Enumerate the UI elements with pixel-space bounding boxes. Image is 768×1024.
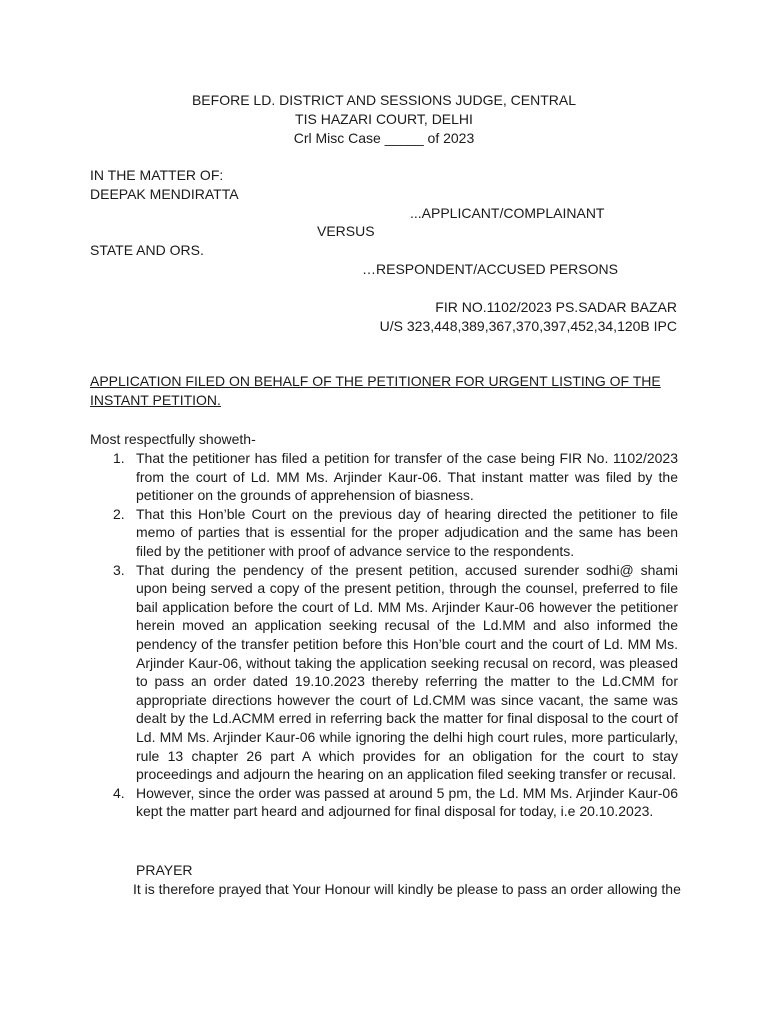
list-item bbox=[90, 784, 678, 821]
point-number: 1. bbox=[113, 450, 125, 466]
point-text: However, since the order was passed at around 5 pm, the Ld. MM Ms. Arjinder Kaur-06 kept the matter part heard and adjourned for final disposal for today, i.e 20.10.2023. bbox=[136, 784, 678, 820]
point-text: That the petitioner has filed a petition for transfer of the case being FIR No. 1102/2023 from the court of Ld. MM Ms. Arjinder Kaur-06. That instant matter was filed by the petitioner on the grounds of apprehension of biasness. bbox=[136, 450, 678, 504]
point-number: 4. bbox=[113, 784, 125, 801]
list-item bbox=[90, 449, 678, 505]
versus-label: VERSUS bbox=[317, 223, 375, 239]
point-text: That during the pendency of the present petition, accused surender sodhi@ shami upon being served a copy of the present petition, through the counsel, preferred to file bail application before the court of Ld. MM Ms. Arjinder Kaur-06 however the petitioner herein moved an application seeking recusal of the Ld.MM and also informed the pendency of the transfer petition before this Hon’ble court and the court of Ld. MM Ms. Arjinder Kaur-06, without taking the application seeking recusal on record, was pleased to pass an order dated 19.10.2023 thereby referring the matter to the Ld.CMM for appropriate directions however the court of Ld.CMM was since vacant, the same was dealt by the Ld.ACMM erred in referring back the matter for final disposal to the court of Ld. MM Ms. Arjinder Kaur-06 while ignoring the delhi high court rules, more particularly, rule 13 chapter 26 part A which provides for an obligation for the court to stay proceedings and adjourn the hearing on an application filed seeking transfer or recusal. bbox=[136, 561, 678, 783]
respondent-name: STATE AND ORS. bbox=[90, 242, 204, 258]
fir-number: FIR NO.1102/2023 PS.SADAR BAZAR bbox=[435, 299, 677, 315]
matter-of-label: IN THE MATTER OF: bbox=[90, 167, 224, 183]
court-heading: BEFORE LD. DISTRICT AND SESSIONS JUDGE, CENTRAL bbox=[191, 92, 577, 108]
respondent-role: …RESPONDENT/ACCUSED PERSONS bbox=[362, 261, 618, 277]
prayer-text: It is therefore prayed that Your Honour will kindly be please to pass an order allowing the bbox=[133, 881, 681, 897]
opening-line: Most respectfully showeth- bbox=[90, 431, 256, 447]
point-number: 3. bbox=[113, 561, 125, 578]
list-item bbox=[90, 561, 678, 784]
point-text: That this Hon’ble Court on the previous day of hearing directed the petitioner to file memo of parties that is essential for the proper adjudication and the same has been filed by the petitioner with proof of advance service to the respondents. bbox=[136, 505, 678, 559]
list-item bbox=[90, 505, 678, 561]
application-title-line1: APPLICATION FILED ON BEHALF OF THE PETITIONER FOR URGENT LISTING OF THE bbox=[90, 373, 661, 389]
numbered-points bbox=[90, 449, 678, 821]
applicant-role: ...APPLICANT/COMPLAINANT bbox=[410, 205, 605, 221]
court-name: TIS HAZARI COURT, DELHI bbox=[295, 111, 473, 127]
case-number: Crl Misc Case _____ of 2023 bbox=[293, 130, 475, 146]
application-title-line2: INSTANT PETITION. bbox=[90, 392, 221, 408]
prayer-heading: PRAYER bbox=[136, 862, 193, 878]
applicant-name: DEEPAK MENDIRATTA bbox=[90, 186, 239, 202]
fir-sections: U/S 323,448,389,367,370,397,452,34,120B IPC bbox=[379, 318, 677, 334]
point-number: 2. bbox=[113, 505, 125, 522]
